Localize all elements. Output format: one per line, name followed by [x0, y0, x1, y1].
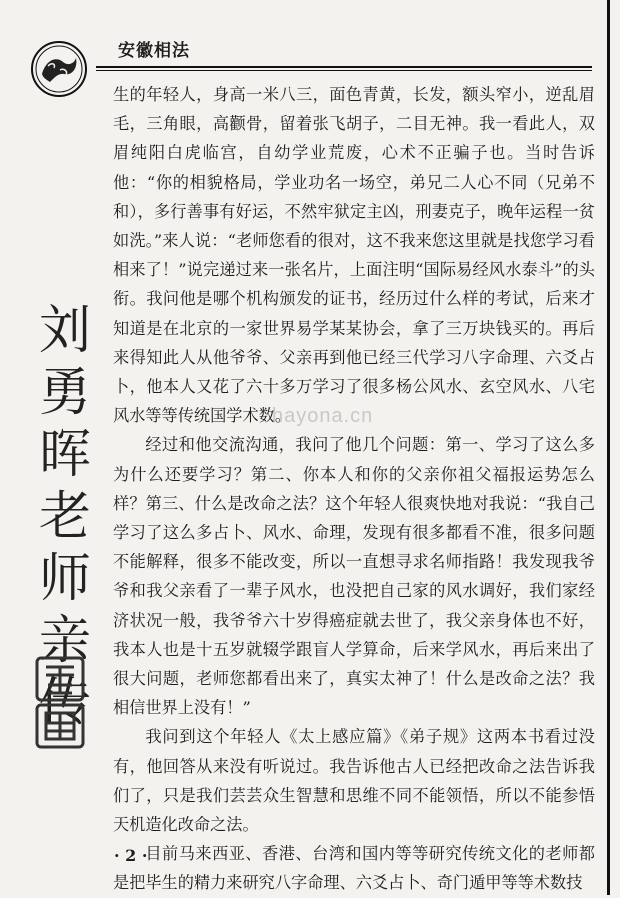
paragraph: 我问到这个年轻人《太上感应篇》《弟子规》这两本书看过没有，他回答从来没有听说过。我告诉他古人已经把改命之法告诉我们了，只是我们芸芸众生智慧和思维不同不能领悟，所以不能参悟天机造化改命之法。 [113, 727, 595, 835]
header-title: 安徽相法 [118, 41, 190, 61]
body-text [113, 80, 595, 898]
page-number: · 2 · [114, 846, 148, 865]
header-rule-thin [96, 70, 592, 71]
dragon-logo-icon [30, 40, 88, 98]
calligraphy-char: 勇 [38, 363, 91, 423]
calligraphy-char: 老 [38, 487, 91, 547]
calligraphy-char: 师 [38, 549, 91, 609]
page-edge-line [607, 0, 610, 895]
calligraphy-char: 晖 [38, 425, 91, 485]
paragraph: 生的年轻人，身高一米八三，面色青黄，长发，额头窄小，逆乱眉毛，三角眼，高颧骨，留着张飞胡子，二目无神。我一看此人，双眉纯阳白虎临宫，自幼学业荒废，心术不正骗子也。当时告诉他：“你的相貌格局，学业功名一场空，弟兄二人心不同（兄弟不和），多行善事有好运，不然牢狱定主凶，刑妻克子，晚年运程一贫如洗。”来人说：“老师您看的很对，这不我来您这里就是找您学习看相来了！”说完递过来一张名片，上面注明“国际易经风水泰斗”的头衔。我问他是哪个机构颁发的证书，经历过什么样的考试，后来才知道是在北京的一家世界易学某某协会，拿了三万块钱买的。再后来得知此人从他爷爷、父亲再到他已经三代学习八字命理、六爻占卜，他本人又花了六十多万学习了很多杨公风水、玄空风水、八宅风水等等传统国学术数。 [113, 85, 595, 426]
calligraphy-char: 刘 [38, 301, 91, 361]
seal-stamp-icon [34, 655, 86, 750]
paragraph: 目前马来西亚、香港、台湾和国内等等研究传统文化的老师都是把毕生的精力来研究八字命理、六爻占卜、奇门遁甲等等术数技 [113, 844, 595, 893]
paragraph: 经过和他交流沟通，我问了他几个问题：第一、学习了这么多为什么还要学习？第二、你本人和你的父亲你祖父福报运势怎么样？第三、什么是改命之法？这个年轻人很爽快地对我说：“我自己学习了这么多占卜、风水、命理，发现有很多都看不准，很多问题不能解释，很多不能改变，所以一直想寻求名师指路！我发现我爷爷和我父亲看了一辈子风水，也没把自己家的风水调好，我们家经济状况一般，我爷爷六十岁得癌症就去世了，我父亲身体也不好，我本人也是十五岁就辍学跟盲人学算命，后来学风水，再后来出了很大问题，老师您都看出来了，真实太神了！什么是改命之法？我相信世界上没有！” [113, 435, 595, 718]
header-rule [96, 66, 592, 68]
watermark: hayona.cn [272, 405, 374, 427]
calligraphy-char: 传 [38, 673, 91, 733]
calligraphy-char: 亲 [38, 611, 91, 671]
